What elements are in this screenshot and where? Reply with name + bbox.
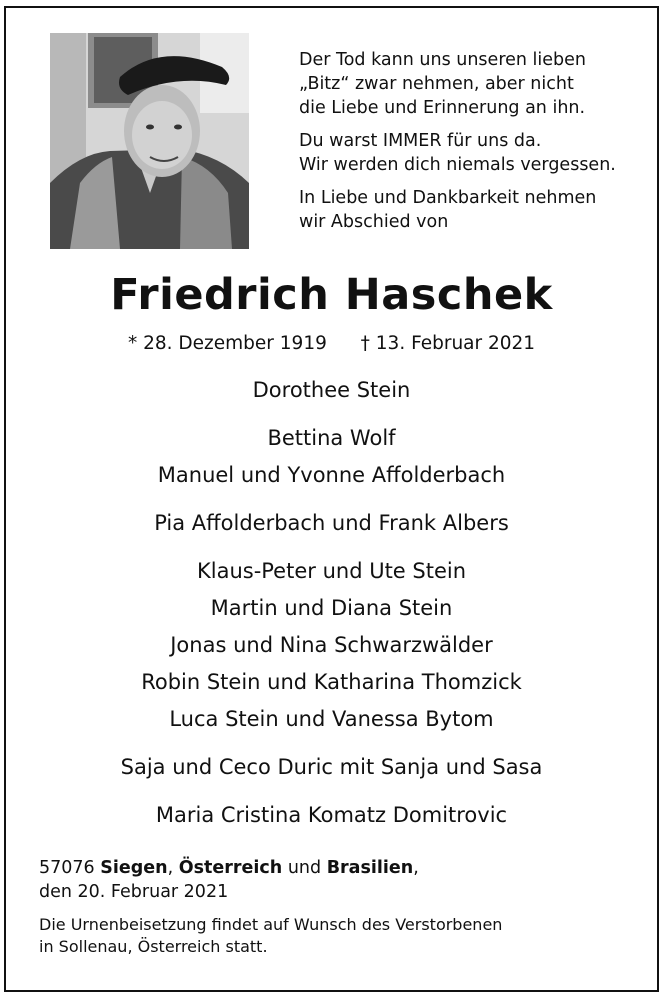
mourner-line: Maria Cristina Komatz Domitrovic — [155, 803, 508, 827]
mourner-group — [6, 372, 657, 409]
portrait-photo — [50, 33, 249, 249]
mourner-group — [6, 797, 657, 834]
verse-line: In Liebe und Dankbarkeit nehmen — [299, 188, 597, 208]
verse-line: wir Abschied von — [299, 212, 449, 232]
notice-date: den 20. Februar 2021 — [39, 882, 229, 902]
verse-stanza-2 — [299, 129, 639, 177]
postcode: 57076 — [39, 858, 95, 878]
mourner-line: Klaus-Peter und Ute Stein — [196, 559, 467, 583]
verse-stanza-3 — [299, 186, 639, 234]
mourner-line: Dorothee Stein — [252, 378, 411, 402]
mourners-list — [6, 372, 657, 845]
mourner-line: Pia Affolderbach und Frank Albers — [154, 511, 509, 535]
death-date: † 13. Februar 2021 — [360, 333, 536, 354]
mourner-line: Jonas und Nina Schwarzwälder — [170, 633, 493, 657]
separator: , — [167, 858, 174, 878]
country-austria: Österreich — [178, 858, 283, 878]
footer — [39, 856, 639, 958]
mourner-group — [6, 505, 657, 542]
place-line — [39, 856, 639, 880]
mourner-group — [6, 420, 657, 494]
obituary-notice — [4, 6, 659, 992]
city: Siegen — [100, 858, 168, 878]
memorial-verse — [299, 48, 639, 243]
mourner-line: Bettina Wolf — [267, 426, 396, 450]
burial-note-line: Die Urnenbeisetzung findet auf Wunsch des Verstorbenen — [39, 915, 503, 934]
birth-date: * 28. Dezember 1919 — [128, 333, 327, 354]
mourner-line: Manuel und Yvonne Affolderbach — [157, 463, 506, 487]
separator: , — [413, 858, 419, 878]
mourner-line: Martin und Diana Stein — [210, 596, 453, 620]
country-brazil: Brasilien — [326, 858, 414, 878]
mourner-group — [6, 749, 657, 786]
verse-line: „Bitz“ zwar nehmen, aber nicht — [299, 74, 574, 94]
life-dates — [128, 333, 535, 354]
verse-line: Wir werden dich niemals vergessen. — [299, 155, 616, 175]
verse-stanza-1 — [299, 48, 639, 120]
deceased-name: Friedrich Haschek — [110, 270, 553, 320]
verse-line: Du warst IMMER für uns da. — [299, 131, 542, 151]
mourner-line: Saja und Ceco Duric mit Sanja und Sasa — [120, 755, 543, 779]
mourner-line: Luca Stein und Vanessa Bytom — [169, 707, 494, 731]
verse-line: die Liebe und Erinnerung an ihn. — [299, 98, 586, 118]
portrait-image — [50, 33, 249, 249]
burial-note-line: in Sollenau, Österreich statt. — [39, 937, 268, 956]
burial-note — [39, 914, 639, 958]
conjunction: und — [287, 858, 322, 878]
mourner-group — [6, 553, 657, 738]
verse-line: Der Tod kann uns unseren lieben — [299, 50, 587, 70]
mourner-line: Robin Stein und Katharina Thomzick — [141, 670, 522, 694]
